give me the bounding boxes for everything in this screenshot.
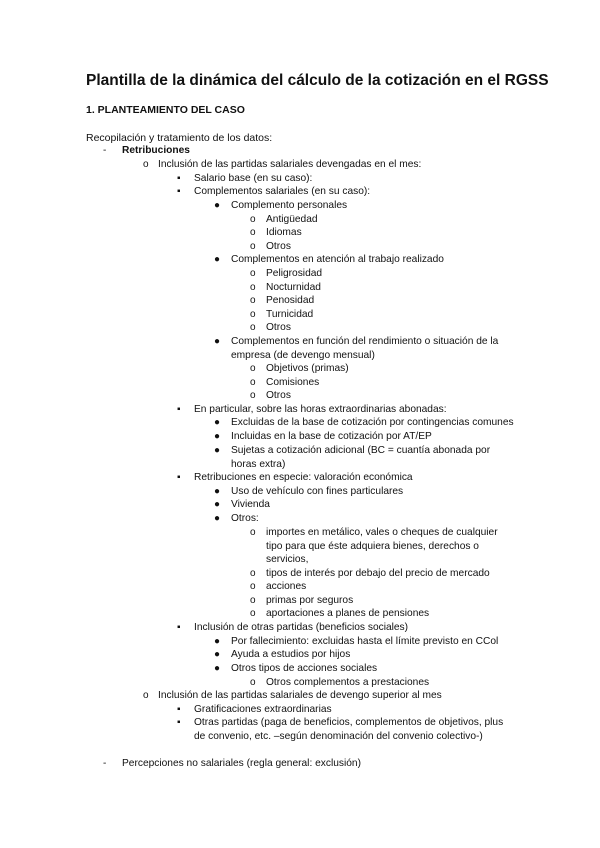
- list-item: Inclusión de las partidas salariales devengadas en el mes:: [158, 159, 422, 170]
- list-item: Ayuda a estudios por hijos: [231, 649, 351, 660]
- dot-bullet: ●: [214, 636, 221, 647]
- list-item: Retribuciones en especie: valoración económica: [194, 472, 413, 483]
- list-item: Nocturnidad: [266, 282, 321, 293]
- list-item: Gratificaciones extraordinarias: [194, 704, 332, 715]
- list-item: Incluidas en la base de cotización por AT/EP: [231, 431, 432, 442]
- circle-bullet: o: [250, 363, 256, 374]
- circle-bullet: o: [250, 677, 256, 688]
- dot-bullet: ●: [214, 499, 221, 510]
- square-bullet: ▪: [177, 717, 181, 728]
- list-item: Peligrosidad: [266, 268, 323, 279]
- list-item: Antigüedad: [266, 214, 318, 225]
- list-item: Complemento personales: [231, 200, 348, 211]
- list-item: Vivienda: [231, 499, 270, 510]
- list-item: Turnicidad: [266, 309, 314, 320]
- circle-bullet: o: [250, 595, 256, 606]
- circle-bullet: o: [250, 268, 256, 279]
- list-item: Otros: [266, 322, 291, 333]
- dot-bullet: ●: [214, 417, 221, 428]
- list-item: Otros:: [231, 513, 259, 524]
- circle-bullet: o: [250, 295, 256, 306]
- list-item: Comisiones: [266, 377, 320, 388]
- list-item-percepciones: Percepciones no salariales (regla general: exclusión): [122, 758, 361, 769]
- document-title: Plantilla de la dinámica del cálculo de la cotización en el RGSS: [86, 72, 549, 89]
- list-item: Complementos en función del rendimiento o situación de la empresa (de devengo mensual): [231, 336, 499, 361]
- list-item: Otros complementos a prestaciones: [266, 677, 430, 688]
- list-item: acciones: [266, 581, 307, 592]
- list-item: Complementos salariales (en su caso):: [194, 186, 371, 197]
- list-item: Otras partidas (paga de beneficios, complementos de objetivos, plus de convenio, etc. –según denominación del convenio colectivo-): [194, 717, 504, 742]
- list-item: Inclusión de las partidas salariales de devengo superior al mes: [158, 690, 442, 701]
- dot-bullet: ●: [214, 254, 221, 265]
- circle-bullet: o: [250, 282, 256, 293]
- list-item: Otros tipos de acciones sociales: [231, 663, 378, 674]
- list-item: aportaciones a planes de pensiones: [266, 608, 430, 619]
- dot-bullet: ●: [214, 431, 221, 442]
- square-bullet: ▪: [177, 704, 181, 715]
- circle-bullet: o: [250, 390, 256, 401]
- section-heading: 1. PLANTEAMIENTO DEL CASO: [86, 104, 245, 116]
- square-bullet: ▪: [177, 622, 181, 633]
- list-item: Excluidas de la base de cotización por contingencias comunes: [231, 417, 514, 428]
- circle-bullet: o: [250, 568, 256, 579]
- list-item: En particular, sobre las horas extraordinarias abonadas:: [194, 404, 447, 415]
- list-item: Objetivos (primas): [266, 363, 349, 374]
- list-item: Sujetas a cotización adicional (BC = cuantía abonada por horas extra): [231, 445, 491, 470]
- intro-text: Recopilación y tratamiento de los datos:: [86, 132, 273, 144]
- list-item: Idiomas: [266, 227, 302, 238]
- square-bullet: ▪: [177, 472, 181, 483]
- dot-bullet: ●: [214, 445, 221, 456]
- list-item: primas por seguros: [266, 595, 354, 606]
- circle-bullet: o: [250, 608, 256, 619]
- list-item: Uso de vehículo con fines particulares: [231, 486, 404, 497]
- dot-bullet: ●: [214, 649, 221, 660]
- list-item-retribuciones: Retribuciones: [122, 145, 190, 156]
- square-bullet: ▪: [177, 173, 181, 184]
- list-item: importes en metálico, vales o cheques de cualquier tipo para que éste adquiera bienes, derechos o servicios,: [266, 527, 498, 565]
- dot-bullet: ●: [214, 200, 221, 211]
- dot-bullet: ●: [214, 486, 221, 497]
- circle-bullet: o: [250, 581, 256, 592]
- list-item: tipos de interés por debajo del precio de mercado: [266, 568, 490, 579]
- list-item: Inclusión de otras partidas (beneficios sociales): [194, 622, 409, 633]
- circle-bullet: o: [250, 227, 256, 238]
- list-item: Por fallecimiento: excluidas hasta el límite previsto en CCol: [231, 636, 499, 647]
- square-bullet: ▪: [177, 186, 181, 197]
- circle-bullet: o: [143, 690, 149, 701]
- square-bullet: ▪: [177, 404, 181, 415]
- list-item: Otros: [266, 241, 291, 252]
- list-item: Otros: [266, 390, 291, 401]
- circle-bullet: o: [250, 214, 256, 225]
- circle-bullet: o: [250, 241, 256, 252]
- circle-bullet: o: [250, 377, 256, 388]
- dot-bullet: ●: [214, 663, 221, 674]
- dot-bullet: ●: [214, 336, 221, 347]
- dot-bullet: ●: [214, 513, 221, 524]
- circle-bullet: o: [250, 309, 256, 320]
- dash-bullet: -: [103, 758, 107, 769]
- dash-bullet: -: [103, 145, 107, 156]
- circle-bullet: o: [250, 527, 256, 538]
- circle-bullet: o: [143, 159, 149, 170]
- circle-bullet: o: [250, 322, 256, 333]
- list-item: Complementos en atención al trabajo realizado: [231, 254, 444, 265]
- list-item: Penosidad: [266, 295, 315, 306]
- list-item: Salario base (en su caso):: [194, 173, 313, 184]
